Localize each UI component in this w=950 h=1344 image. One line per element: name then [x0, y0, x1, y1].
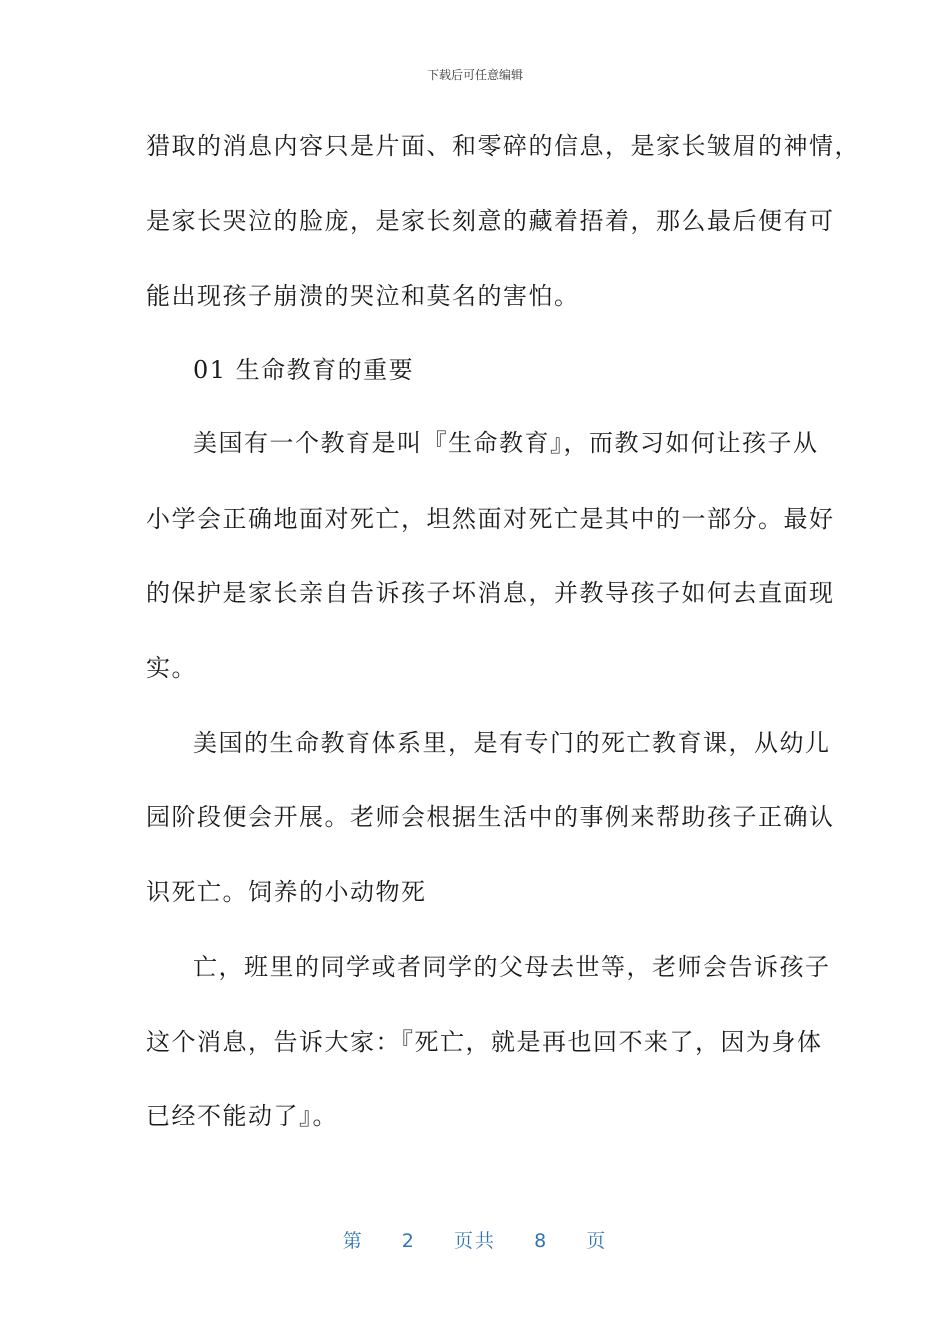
- paragraph-line: 美国的生命教育体系里，是有专门的死亡教育课，从幼儿: [193, 729, 831, 757]
- paragraph-line: 这个消息，告诉大家：『死亡，就是再也回不来了，因为身体: [146, 1028, 823, 1056]
- page-header: 下载后可任意编辑: [426, 68, 523, 82]
- paragraph-line: 美国有一个教育是叫『生命教育』，而教习如何让孩子从: [193, 429, 819, 457]
- footer-middle: 页共: [453, 1230, 496, 1252]
- paragraph-line: 园阶段便会开展。老师会根据生活中的事例来帮助孩子正确认: [146, 803, 835, 831]
- paragraph-line: 实。: [146, 654, 197, 682]
- section-heading: 01 生命教育的重要: [193, 356, 415, 384]
- paragraph-line: 识死亡。饲养的小动物死: [146, 878, 427, 906]
- paragraph-line: 能出现孩子崩溃的哭泣和莫名的害怕。: [146, 282, 580, 310]
- footer-current-page: 2: [401, 1230, 416, 1252]
- footer-prefix: 第: [342, 1230, 364, 1252]
- paragraph-line: 小学会正确地面对死亡，坦然面对死亡是其中的一部分。最好: [146, 505, 835, 533]
- paragraph-line: 的保护是家长亲自告诉孩子坏消息，并教导孩子如何去直面现: [146, 579, 835, 607]
- footer-suffix: 页: [586, 1230, 608, 1252]
- paragraph-line: 亡，班里的同学或者同学的父母去世等，老师会告诉孩子: [193, 953, 831, 981]
- paragraph-line: 已经不能动了』。: [146, 1102, 338, 1130]
- page-footer: [0, 1226, 950, 1253]
- paragraph-line: 猎取的消息内容只是片面、和零碎的信息，是家长皱眉的神情，: [146, 132, 860, 160]
- paragraph-line: 是家长哭泣的脸庞，是家长刻意的藏着捂着，那么最后便有可: [146, 207, 835, 235]
- footer-total-pages: 8: [534, 1230, 549, 1252]
